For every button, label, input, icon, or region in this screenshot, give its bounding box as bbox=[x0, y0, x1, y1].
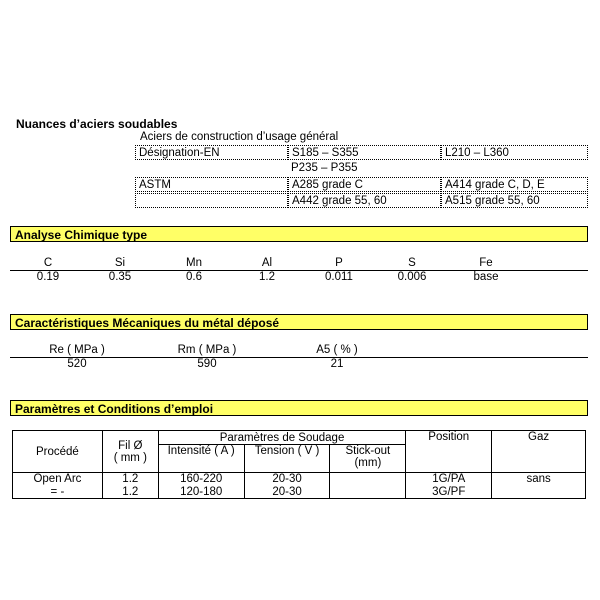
cell-position: 1G/PA bbox=[406, 473, 492, 486]
col-fil bbox=[102, 431, 158, 473]
grade-label: Désignation-EN bbox=[135, 145, 288, 160]
chem-val-c: 0.19 bbox=[36, 271, 60, 283]
col-tension: Tension ( V ) bbox=[244, 445, 330, 473]
cell-intensite: 160-220 bbox=[158, 473, 244, 486]
col-gaz: Gaz bbox=[492, 431, 586, 473]
cell-fil: 1.2 bbox=[102, 473, 158, 486]
grade-en-1: S185 – S355 bbox=[288, 145, 441, 160]
table-row bbox=[13, 486, 586, 499]
mech-col-re: Re ( MPa ) bbox=[49, 344, 105, 356]
grade-label bbox=[135, 161, 288, 176]
col-fil-line2: ( mm ) bbox=[113, 451, 147, 464]
cell-intensite: 120-180 bbox=[158, 486, 244, 499]
chem-col-c: C bbox=[43, 257, 53, 269]
grades-title: Nuances d’aciers soudables bbox=[16, 117, 178, 131]
cell-stickout bbox=[330, 473, 406, 486]
col-fil-line1: Fil Ø bbox=[118, 439, 143, 452]
grades-subtitle: Aciers de construction d’usage général bbox=[140, 131, 339, 143]
cell-procede: Open Arc bbox=[13, 473, 103, 486]
mech-col-a5: A5 ( % ) bbox=[316, 344, 358, 356]
grade-label bbox=[135, 193, 288, 208]
chem-col-fe: Fe bbox=[479, 257, 493, 269]
mechanical-header: Caractéristiques Mécaniques du métal déposé bbox=[10, 314, 588, 330]
chem-val-al: 1.2 bbox=[259, 271, 275, 283]
col-position: Position bbox=[406, 431, 492, 473]
grades-table bbox=[135, 145, 588, 209]
cell-tension: 20-30 bbox=[244, 486, 330, 499]
grade-label: ASTM bbox=[135, 177, 288, 192]
cell-tension: 20-30 bbox=[244, 473, 330, 486]
cell-gaz bbox=[492, 486, 586, 499]
params-table bbox=[12, 430, 586, 499]
chem-val-si: 0.35 bbox=[108, 271, 132, 283]
cell-stickout bbox=[330, 486, 406, 499]
mech-col-rm: Rm ( MPa ) bbox=[177, 344, 237, 356]
chem-col-mn: Mn bbox=[186, 257, 202, 269]
grade-astm-4: A515 grade 55, 60 bbox=[441, 193, 588, 208]
chem-col-si: Si bbox=[114, 257, 126, 269]
chem-val-p: 0.011 bbox=[325, 271, 353, 283]
chem-col-s: S bbox=[408, 257, 416, 269]
chem-val-s: 0.006 bbox=[397, 271, 427, 283]
grade-en-3: P235 – P355 bbox=[291, 162, 358, 174]
chemistry-header: Analyse Chimique type bbox=[10, 226, 588, 242]
params-header: Paramètres et Conditions d’emploi bbox=[10, 400, 588, 416]
grade-astm-1: A285 grade C bbox=[288, 177, 441, 192]
table-row bbox=[13, 473, 586, 486]
chem-val-mn: 0.6 bbox=[186, 271, 202, 283]
col-stickout-line1: Stick-out bbox=[345, 445, 391, 457]
cell-fil: 1.2 bbox=[102, 486, 158, 499]
mech-val-rm: 590 bbox=[197, 358, 217, 370]
grade-astm-2: A414 grade C, D, E bbox=[441, 177, 588, 192]
grade-row bbox=[135, 145, 588, 161]
mech-val-a5: 21 bbox=[330, 358, 344, 370]
grade-en-4 bbox=[441, 161, 588, 176]
cell-procede: = - bbox=[13, 486, 103, 499]
grade-en-2: L210 – L360 bbox=[441, 145, 588, 160]
chem-col-al: Al bbox=[261, 257, 273, 269]
col-stickout-line2: (mm) bbox=[354, 457, 382, 469]
chem-col-p: P bbox=[335, 257, 343, 269]
cell-position: 3G/PF bbox=[406, 486, 492, 499]
grade-row bbox=[135, 193, 588, 209]
col-stickout bbox=[330, 445, 406, 473]
col-parametres-soudage: Paramètres de Soudage bbox=[158, 431, 406, 445]
col-intensite: Intensité ( A ) bbox=[158, 445, 244, 473]
mech-val-re: 520 bbox=[67, 358, 87, 370]
chem-val-fe: base bbox=[473, 271, 499, 283]
grade-row bbox=[135, 177, 588, 193]
grade-astm-3: A442 grade 55, 60 bbox=[288, 193, 441, 208]
cell-gaz: sans bbox=[492, 473, 586, 486]
grade-row bbox=[135, 161, 588, 177]
col-procede: Procédé bbox=[13, 431, 103, 473]
